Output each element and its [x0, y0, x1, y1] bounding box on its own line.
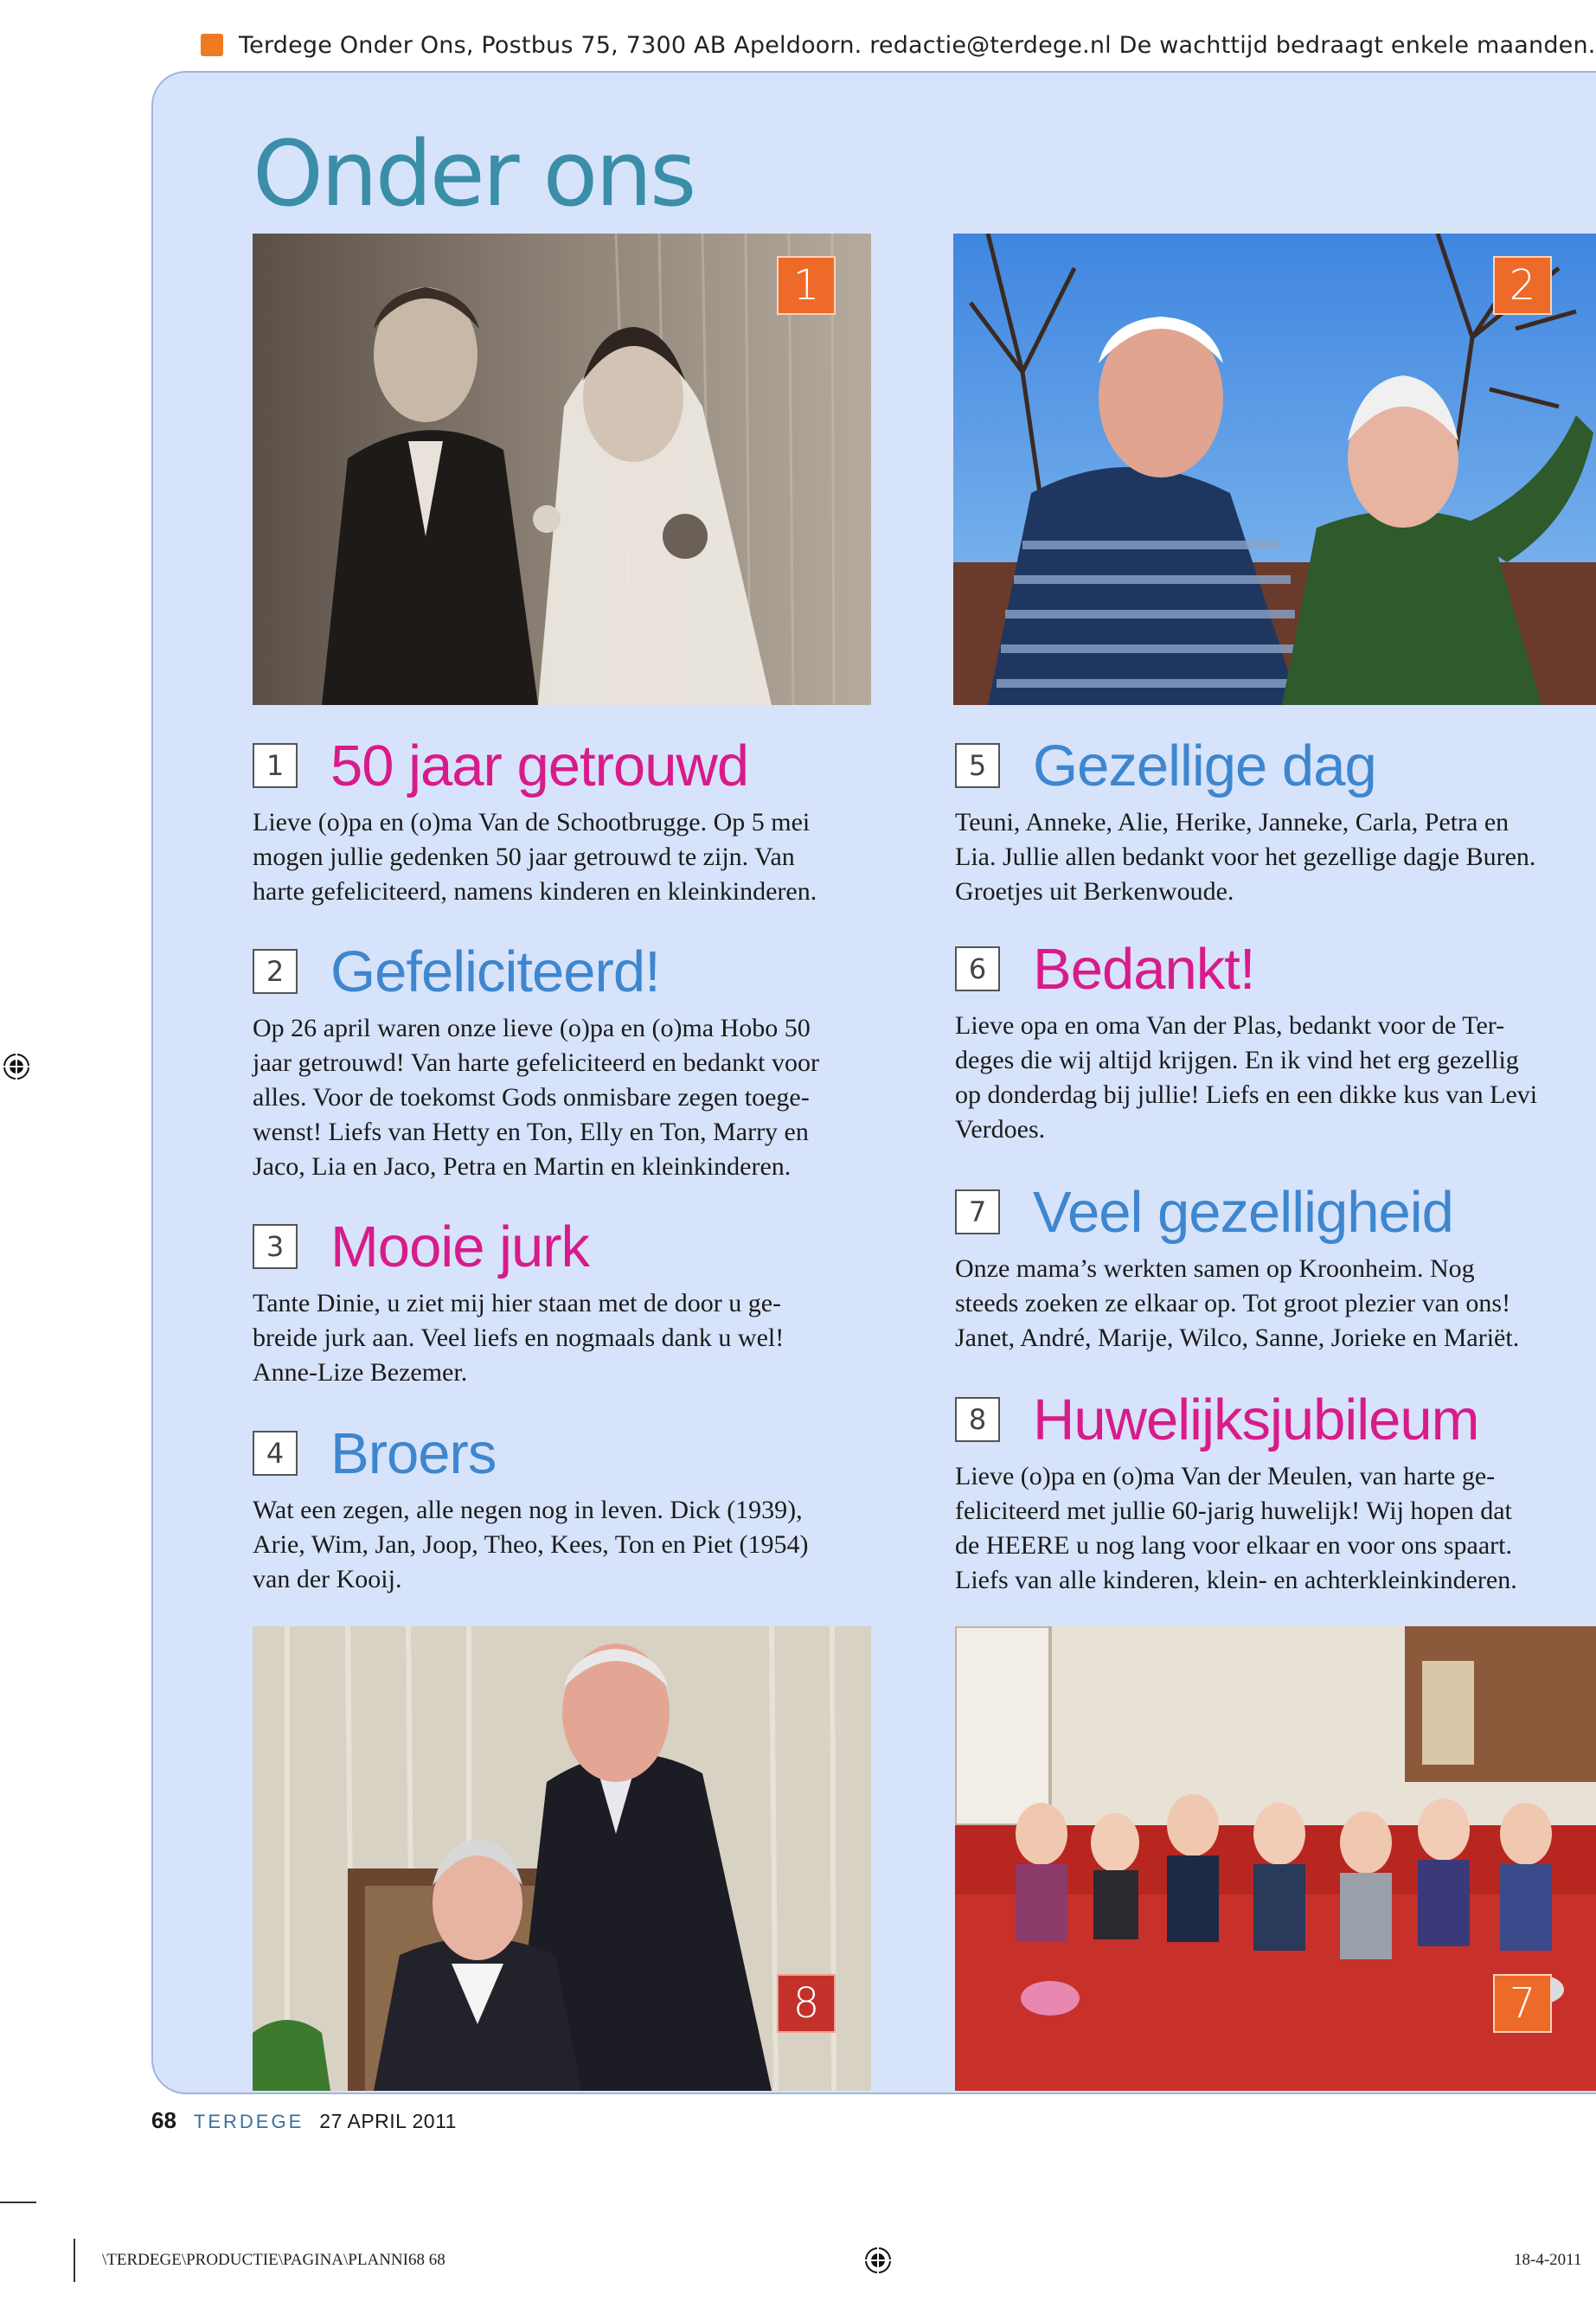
submission-info	[201, 28, 1596, 62]
announcement-6	[955, 936, 1578, 1147]
item-number: 6	[955, 946, 1000, 991]
registration-mark-icon	[2, 1052, 31, 1081]
page-title: Onder ons	[253, 121, 695, 227]
submission-info-text: Terdege Onder Ons, Postbus 75, 7300 AB Apeldoorn. redactie@terdege.nl De wachttijd bedraagt enkele maanden.	[239, 31, 1596, 59]
announcement-3	[253, 1214, 875, 1390]
item-body: Op 26 april waren onze lieve (o)pa en (o)ma Hobo 50 jaar getrouwd! Van harte gefeliciteerd en bedankt voor alles. Voor de toekomst Gods onmisbare zegen toege- wenst! Liefs van Hetty en Ton, Elly en Ton, Marry en Jaco, Lia en Jaco, Petra en Martin en kleinkinderen.	[253, 1014, 819, 1181]
announcement-2	[253, 939, 875, 1184]
item-body: Onze mama’s werkten samen op Kroonheim. Nog steeds zoeken ze elkaar op. Tot groot plezier van ons! Janet, André, Marije, Wilco, Sanne, Jorieke en Mariët.	[955, 1254, 1520, 1352]
registration-mark-icon	[863, 2246, 893, 2275]
photo-badge-8: 8	[777, 1974, 836, 2033]
item-body: Wat een zegen, alle negen nog in leven. Dick (1939), Arie, Wim, Jan, Joop, Theo, Kees, Ton en Piet (1954) van der Kooij.	[253, 1496, 809, 1593]
orange-bullet-icon	[201, 34, 223, 56]
item-heading: Mooie jurk	[330, 1214, 590, 1279]
print-slug-path: \TERDEGE\PRODUCTIE\PAGINA\PLANNI68 68	[102, 2251, 445, 2269]
magazine-name: TERDEGE	[193, 2111, 304, 2132]
announcement-7	[955, 1179, 1578, 1356]
crop-mark	[74, 2239, 75, 2282]
item-heading: 50 jaar getrouwd	[330, 733, 749, 798]
page-number: 68	[151, 2107, 176, 2133]
announcement-4	[253, 1420, 875, 1597]
item-number: 4	[253, 1431, 298, 1476]
photo-badge-7: 7	[1493, 1974, 1552, 2033]
item-body: Lieve (o)pa en (o)ma Van der Meulen, van harte ge- feliciteerd met jullie 60-jarig huwelijk! Wij hopen dat de HEERE u nog lang voor elkaar en voor ons spaart. Liefs van alle kinderen, klein- en achterkleinkinderen.	[955, 1462, 1517, 1594]
item-number: 2	[253, 949, 298, 994]
item-heading: Veel gezelligheid	[1033, 1179, 1453, 1245]
item-heading: Gezellige dag	[1033, 733, 1376, 798]
item-heading: Huwelijksjubileum	[1033, 1387, 1479, 1452]
item-heading: Broers	[330, 1420, 497, 1486]
announcement-5	[955, 733, 1578, 909]
item-number: 3	[253, 1224, 298, 1269]
item-heading: Bedankt!	[1033, 936, 1255, 1002]
crop-mark	[0, 2202, 36, 2203]
item-number: 5	[955, 743, 1000, 788]
announcement-8	[955, 1387, 1578, 1598]
item-number: 7	[955, 1189, 1000, 1234]
announcement-1	[253, 733, 875, 909]
item-number: 1	[253, 743, 298, 788]
item-body: Lieve opa en oma Van der Plas, bedankt voor de Ter- deges die wij altijd krijgen. En ik vind het erg gezellig op donderdag bij jullie! Liefs en een dikke kus van Levi Verdoes.	[955, 1011, 1538, 1144]
print-slug-date: 18-4-2011	[1514, 2251, 1582, 2269]
photo-badge-1: 1	[777, 256, 836, 315]
item-body: Tante Dinie, u ziet mij hier staan met de door u ge- breide jurk aan. Veel liefs en nogmaals dank u wel! Anne-Lize Bezemer.	[253, 1289, 785, 1387]
item-heading: Gefeliciteerd!	[330, 939, 660, 1004]
page-footer	[151, 2107, 457, 2134]
item-body: Teuni, Anneke, Alie, Herike, Janneke, Carla, Petra en Lia. Jullie allen bedankt voor het gezellige dagje Buren. Groetjes uit Berkenwoude.	[955, 808, 1536, 906]
photo-badge-2: 2	[1493, 256, 1552, 315]
item-number: 8	[955, 1397, 1000, 1442]
issue-date: 27 APRIL 2011	[319, 2110, 457, 2132]
item-body: Lieve (o)pa en (o)ma Van de Schootbrugge. Op 5 mei mogen jullie gedenken 50 jaar getrouwd te zijn. Van harte gefeliciteerd, namens kinderen en kleinkinderen.	[253, 808, 817, 906]
